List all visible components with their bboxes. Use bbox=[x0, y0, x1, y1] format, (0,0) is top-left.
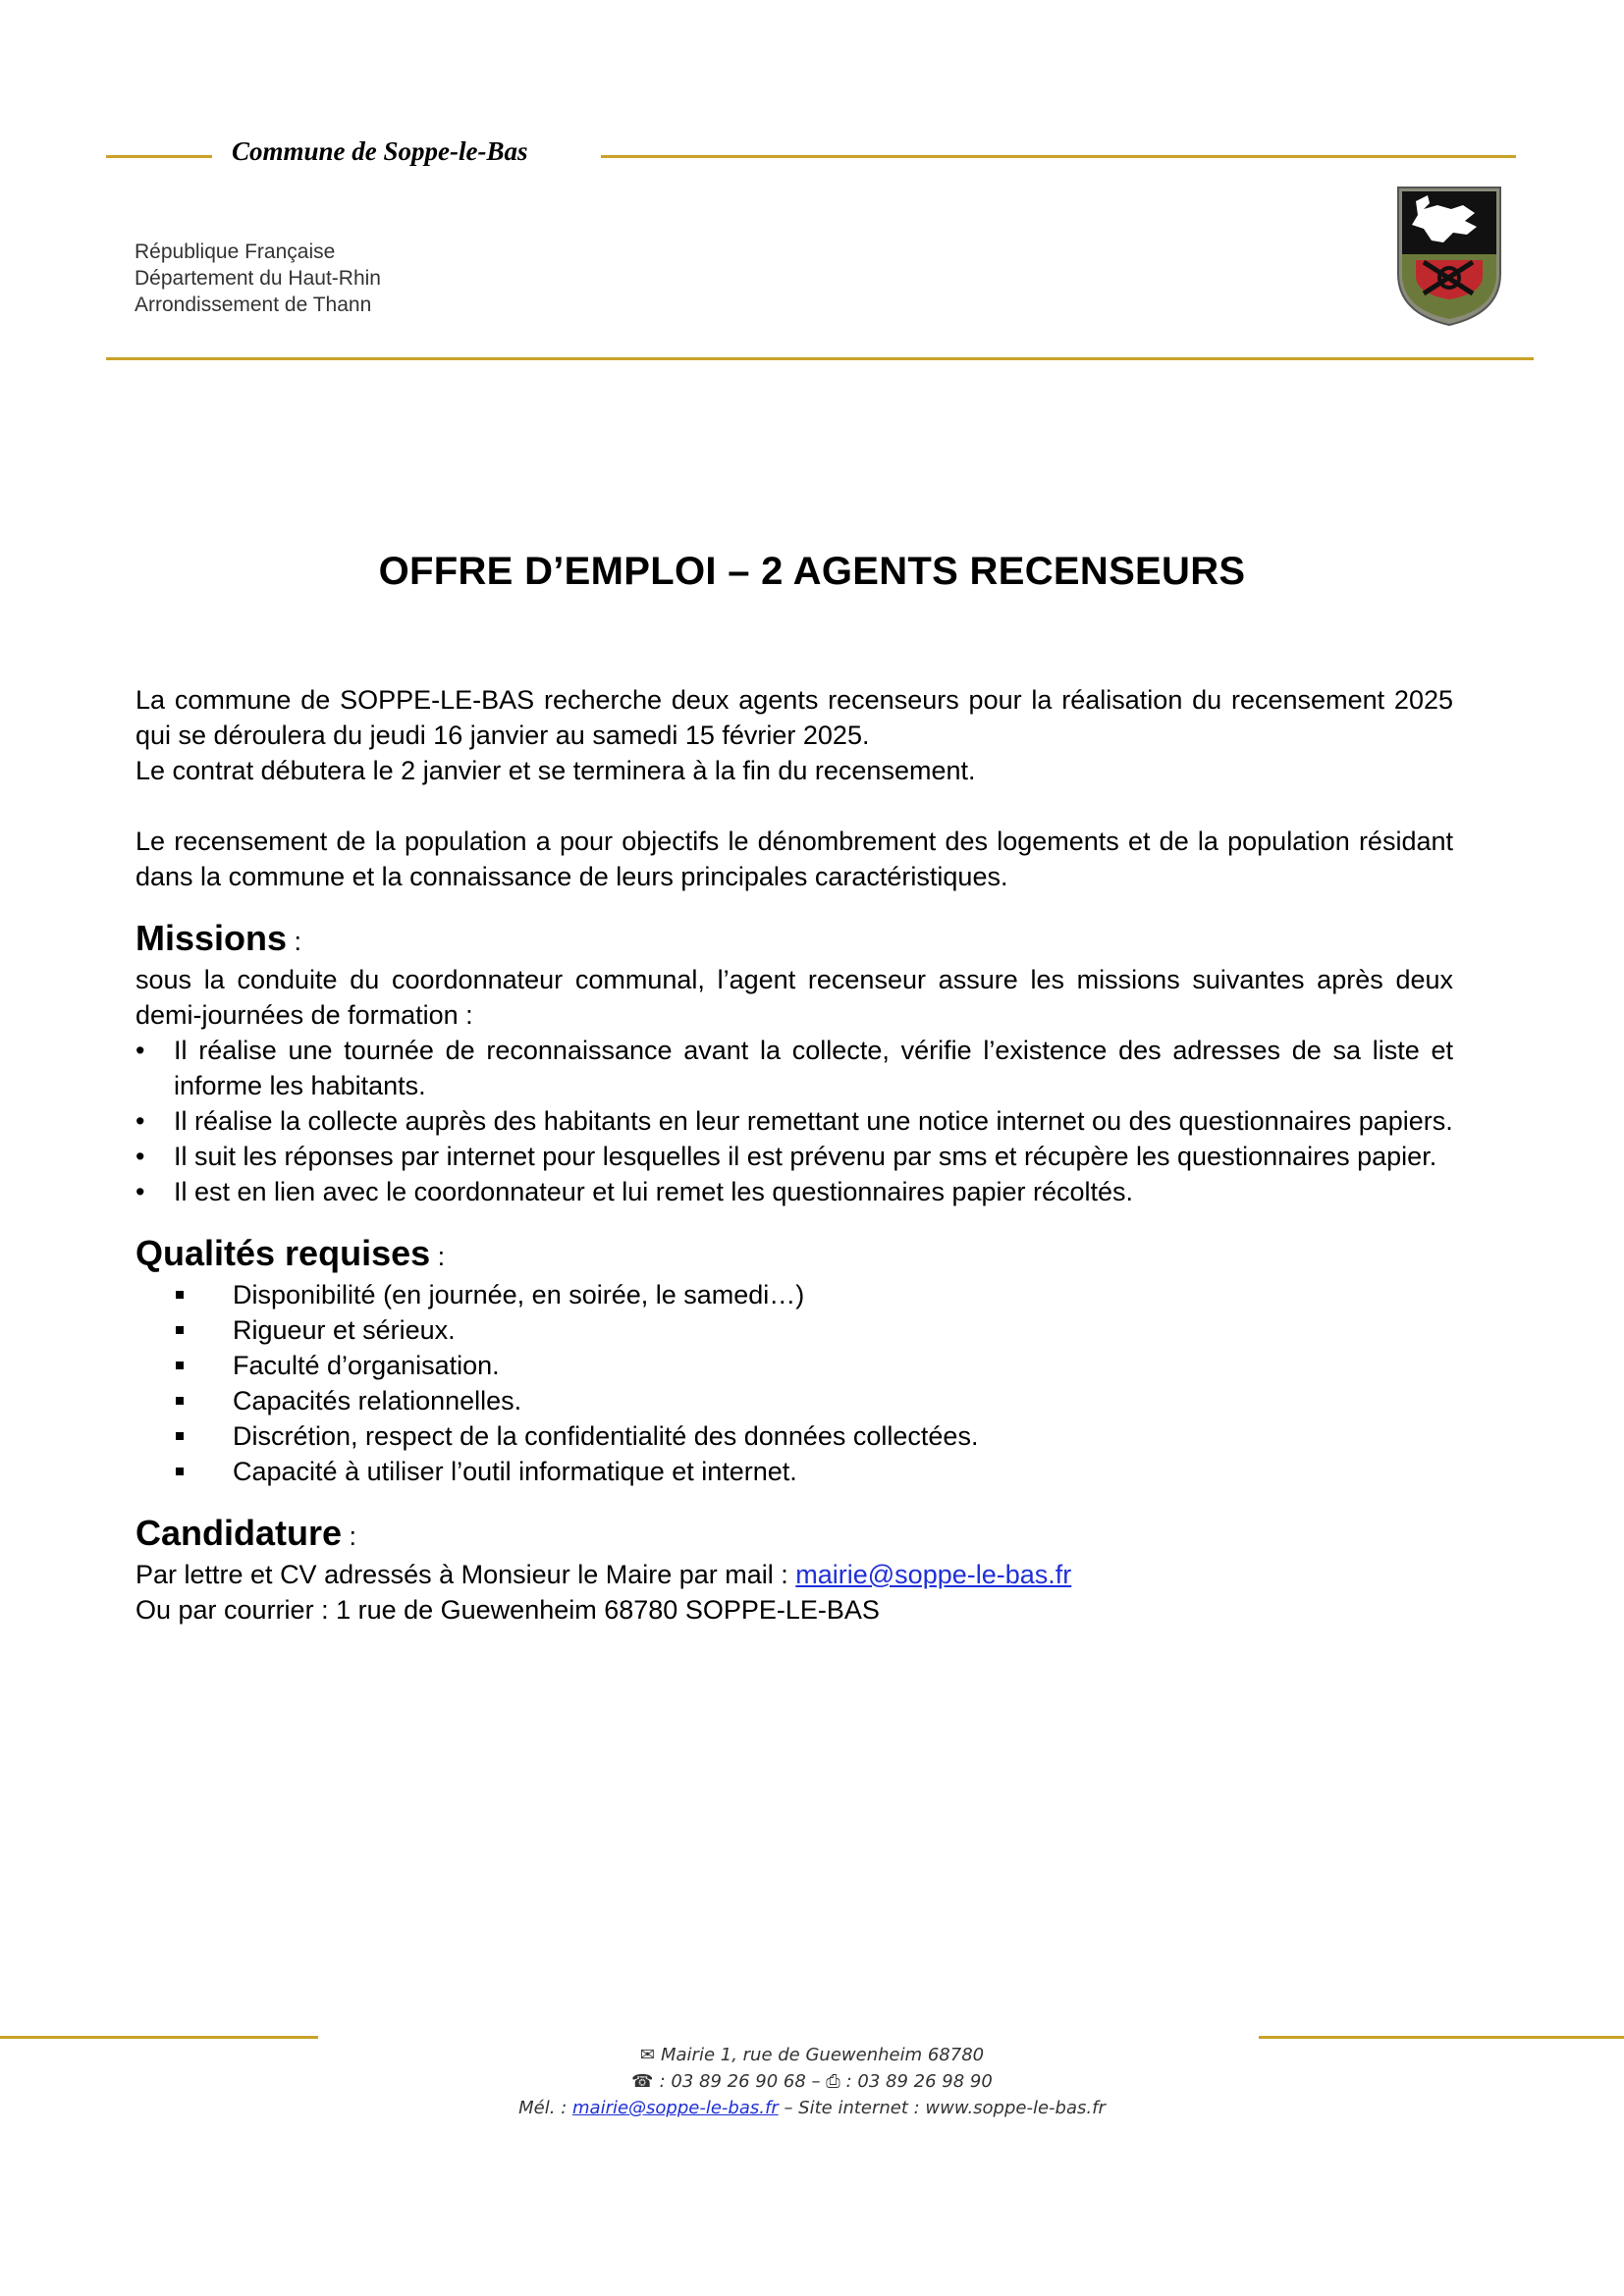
qualites-list bbox=[135, 1277, 1453, 1489]
footer-site: – Site internet : www.soppe-le-bas.fr bbox=[778, 2098, 1106, 2118]
spacer bbox=[135, 894, 1453, 918]
footer-rule-right bbox=[1259, 2036, 1624, 2039]
missions-heading-text: Missions bbox=[135, 918, 288, 958]
header-bottom-rule bbox=[106, 357, 1534, 360]
missions-lead: sous la conduite du coordonnateur communal, l’agent recenseur assure les missions suivantes après deux demi-journées de formation : bbox=[135, 965, 1453, 1030]
list-item: Capacités relationnelles. bbox=[135, 1383, 1453, 1418]
footer-mel-label: Mél. : bbox=[518, 2098, 572, 2118]
list-item: Faculté d’organisation. bbox=[135, 1348, 1453, 1383]
offer-body bbox=[135, 682, 1453, 1628]
list-item: Rigueur et sérieux. bbox=[135, 1312, 1453, 1348]
objectives-paragraph: Le recensement de la population a pour objectifs le dénombrement des logements et de la population résidant dans la commune et la connaissance de leurs principales caractéristiques. bbox=[135, 827, 1453, 891]
list-item: • Il est en lien avec le coordonnateur et lui remet les questionnaires papier récoltés. bbox=[135, 1174, 1453, 1209]
spacer bbox=[135, 1489, 1453, 1513]
missions-heading bbox=[135, 918, 1453, 962]
phone-icon: ☎ bbox=[631, 2071, 654, 2092]
qualites-heading-colon: : bbox=[430, 1242, 446, 1271]
missions-heading-colon: : bbox=[287, 927, 302, 956]
qualites-heading-text: Qualités requises bbox=[135, 1233, 431, 1273]
footer-phone-line bbox=[0, 2068, 1624, 2095]
admin-line-departement: Département du Haut-Rhin bbox=[135, 267, 381, 290]
footer-address: Mairie 1, rue de Guewenheim 68780 bbox=[660, 2045, 985, 2065]
admin-line-republique: République Française bbox=[135, 240, 336, 263]
candidature-post-line: Ou par courrier : 1 rue de Guewenheim 68780 SOPPE-LE-BAS bbox=[135, 1595, 880, 1625]
list-item: Capacité à utiliser l’outil informatique et internet. bbox=[135, 1454, 1453, 1489]
footer-rule-left bbox=[0, 2036, 318, 2039]
footer-email-link[interactable]: mairie@soppe-le-bas.fr bbox=[572, 2098, 779, 2118]
header-rule-left bbox=[106, 155, 212, 158]
footer-phone: : 03 89 26 90 68 – bbox=[659, 2071, 827, 2092]
list-item: • Il suit les réponses par internet pour lesquelles il est prévenu par sms et récupère les questionnaires papier. bbox=[135, 1139, 1453, 1174]
spacer bbox=[135, 788, 1453, 824]
candidature-heading-colon: : bbox=[342, 1522, 357, 1551]
header-rule-right bbox=[601, 155, 1516, 158]
candidature-heading-text: Candidature bbox=[135, 1513, 343, 1553]
fax-icon: ⎙ bbox=[826, 2071, 840, 2092]
list-item: Disponibilité (en journée, en soirée, le samedi…) bbox=[135, 1277, 1453, 1312]
missions-list bbox=[135, 1033, 1453, 1209]
commune-name: Commune de Soppe-le-Bas bbox=[232, 136, 528, 166]
spacer bbox=[135, 1209, 1453, 1233]
footer-fax: : 03 89 26 98 90 bbox=[845, 2071, 993, 2092]
contract-paragraph: Le contrat débutera le 2 janvier et se terminera à la fin du recensement. bbox=[135, 756, 976, 785]
coat-of-arms-logo bbox=[1394, 184, 1504, 329]
candidature-heading bbox=[135, 1513, 1453, 1557]
list-item: Discrétion, respect de la confidentialité des données collectées. bbox=[135, 1418, 1453, 1454]
list-item: • Il réalise la collecte auprès des habitants en leur remettant une notice internet ou des questionnaires papiers. bbox=[135, 1103, 1453, 1139]
offer-title: OFFRE D’EMPLOI – 2 AGENTS RECENSEURS bbox=[378, 550, 1246, 593]
intro-paragraph: La commune de SOPPE-LE-BAS recherche deux agents recenseurs pour la réalisation du recensement 2025 qui se déroulera du jeudi 16 janvier au samedi 15 février 2025. bbox=[135, 685, 1453, 750]
footer-contact-line bbox=[0, 2095, 1624, 2121]
footer bbox=[0, 2042, 1624, 2121]
qualites-heading bbox=[135, 1233, 1453, 1277]
administrative-block bbox=[135, 239, 381, 318]
footer-address-line bbox=[0, 2042, 1624, 2068]
candidature-email-link[interactable]: mairie@soppe-le-bas.fr bbox=[795, 1560, 1072, 1589]
envelope-icon: ✉ bbox=[639, 2045, 655, 2065]
admin-line-arrondissement: Arrondissement de Thann bbox=[135, 294, 372, 316]
candidature-mail-prefix: Par lettre et CV adressés à Monsieur le Maire par mail : bbox=[135, 1560, 796, 1589]
list-item: • Il réalise une tournée de reconnaissance avant la collecte, vérifie l’existence des adresses de sa liste et informe les habitants. bbox=[135, 1033, 1453, 1103]
candidature-mail-line bbox=[135, 1557, 1453, 1592]
